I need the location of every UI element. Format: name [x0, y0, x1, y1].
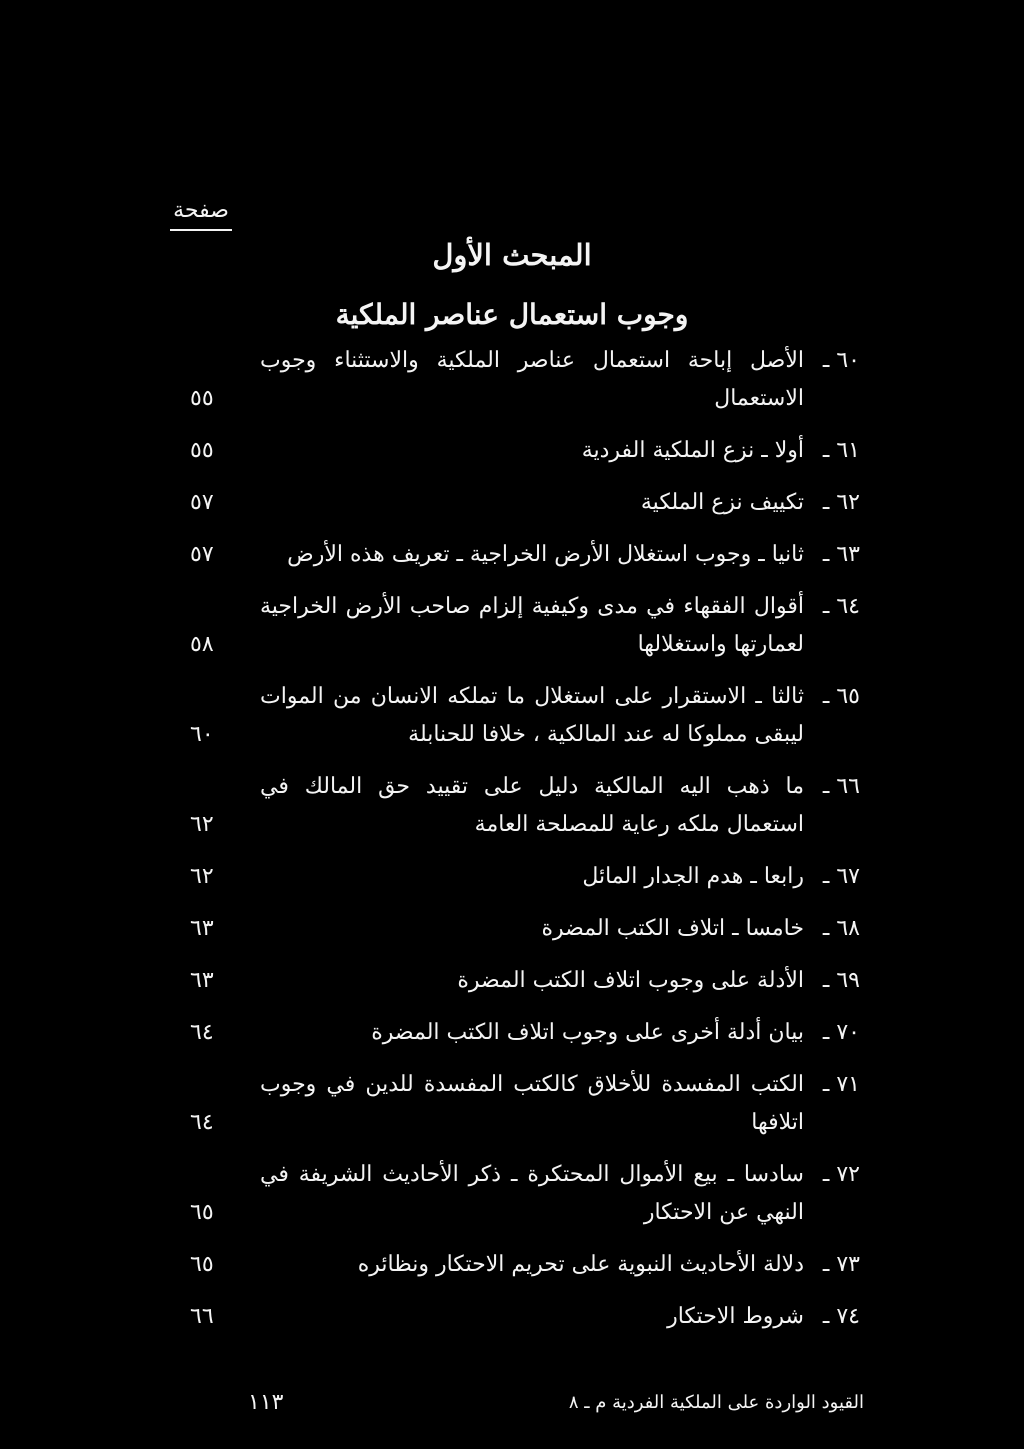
part-title: المبحث الأول [432, 238, 592, 272]
entry-title: الكتب المفسدة للأخلاق كالكتب المفسدة للدين في وجوب اتلافها [260, 1072, 804, 1135]
entry-title: ثانيا ـ وجوب استغلال الأرض الخراجية ـ تعريف هذه الأرض [287, 542, 804, 567]
entry-page: ٦٢ [190, 812, 214, 837]
entry-number: ٧١ ـ [822, 1072, 860, 1097]
entry-title: الأصل إباحة استعمال عناصر الملكية والاستثناء وجوب الاستعمال [260, 348, 804, 411]
entry-page: ٦٣ [190, 968, 214, 993]
section-title: وجوب استعمال عناصر الملكية [335, 298, 689, 331]
toc-entry [190, 1066, 860, 1142]
toc-entry [190, 536, 860, 574]
entry-number: ٦٩ ـ [822, 968, 860, 993]
entry-number: ٦٣ ـ [822, 542, 860, 567]
entry-number: ٦١ ـ [822, 438, 860, 463]
entry-page: ٦٤ [190, 1110, 214, 1135]
entry-page: ٦٥ [190, 1252, 214, 1277]
toc-entry [190, 678, 860, 754]
entry-number: ٦٠ ـ [822, 348, 860, 373]
entry-page: ٦٣ [190, 916, 214, 941]
entry-page: ٥٨ [190, 632, 214, 657]
entry-number: ٧٢ ـ [822, 1162, 860, 1187]
entry-title: الأدلة على وجوب اتلاف الكتب المضرة [457, 968, 804, 993]
toc-entry [190, 342, 860, 418]
entry-title: ثالثا ـ الاستقرار على استغلال ما تملكه الانسان من الموات ليبقى مملوكا له عند المالكية ، خلافا للحنابلة [260, 684, 804, 747]
toc-entry [190, 1246, 860, 1284]
entry-page: ٥٥ [190, 386, 214, 411]
entry-number: ٧٠ ـ [822, 1020, 860, 1045]
entry-title: رابعا ـ هدم الجدار المائل [582, 864, 804, 889]
entry-page: ٦٥ [190, 1200, 214, 1225]
toc-entry [190, 910, 860, 948]
entry-number: ٦٧ ـ [822, 864, 860, 889]
entry-number: ٦٢ ـ [822, 490, 860, 515]
entry-title: شروط الاحتكار [667, 1304, 804, 1329]
entry-title: سادسا ـ بيع الأموال المحتكرة ـ ذكر الأحاديث الشريفة في النهي عن الاحتكار [260, 1162, 804, 1225]
toc-entry [190, 1014, 860, 1052]
entry-number: ٦٨ ـ [822, 916, 860, 941]
entry-page: ٥٥ [190, 438, 214, 463]
toc-entry [190, 588, 860, 664]
toc-entry [190, 484, 860, 522]
entry-title: أقوال الفقهاء في مدى وكيفية إلزام صاحب الأرض الخراجية لعمارتها واستغلالها [260, 594, 804, 657]
page-column-label: صفحة [170, 198, 232, 231]
entry-title: ما ذهب اليه المالكية دليل على تقييد حق المالك في استعمال ملكه رعاية للمصلحة العامة [260, 774, 804, 837]
footer-page-number: ١١٣ [248, 1390, 284, 1415]
toc-entry [190, 1156, 860, 1232]
entry-title: أولا ـ نزع الملكية الفردية [581, 438, 804, 463]
entry-title: بيان أدلة أخرى على وجوب اتلاف الكتب المضرة [371, 1020, 804, 1045]
entry-number: ٦٥ ـ [822, 684, 860, 709]
entry-number: ٦٦ ـ [822, 774, 860, 799]
entry-number: ٧٤ ـ [822, 1304, 860, 1329]
table-of-contents [190, 342, 860, 1350]
entry-page: ٦٤ [190, 1020, 214, 1045]
entry-number: ٦٤ ـ [822, 594, 860, 619]
entry-page: ٥٧ [190, 490, 214, 515]
entry-title: دلالة الأحاديث النبوية على تحريم الاحتكار ونظائره [357, 1252, 804, 1277]
entry-page: ٥٧ [190, 542, 214, 567]
entry-page: ٦٠ [190, 722, 214, 747]
entry-page: ٦٢ [190, 864, 214, 889]
toc-entry [190, 768, 860, 844]
toc-entry [190, 962, 860, 1000]
entry-page: ٦٦ [190, 1304, 214, 1329]
entry-number: ٧٣ ـ [822, 1252, 860, 1277]
toc-entry [190, 858, 860, 896]
entry-title: تكييف نزع الملكية [640, 490, 804, 515]
footer-running-title: القيود الواردة على الملكية الفردية م ـ ٨ [568, 1392, 864, 1413]
toc-entry [190, 432, 860, 470]
entry-title: خامسا ـ اتلاف الكتب المضرة [541, 916, 804, 941]
toc-entry [190, 1298, 860, 1336]
